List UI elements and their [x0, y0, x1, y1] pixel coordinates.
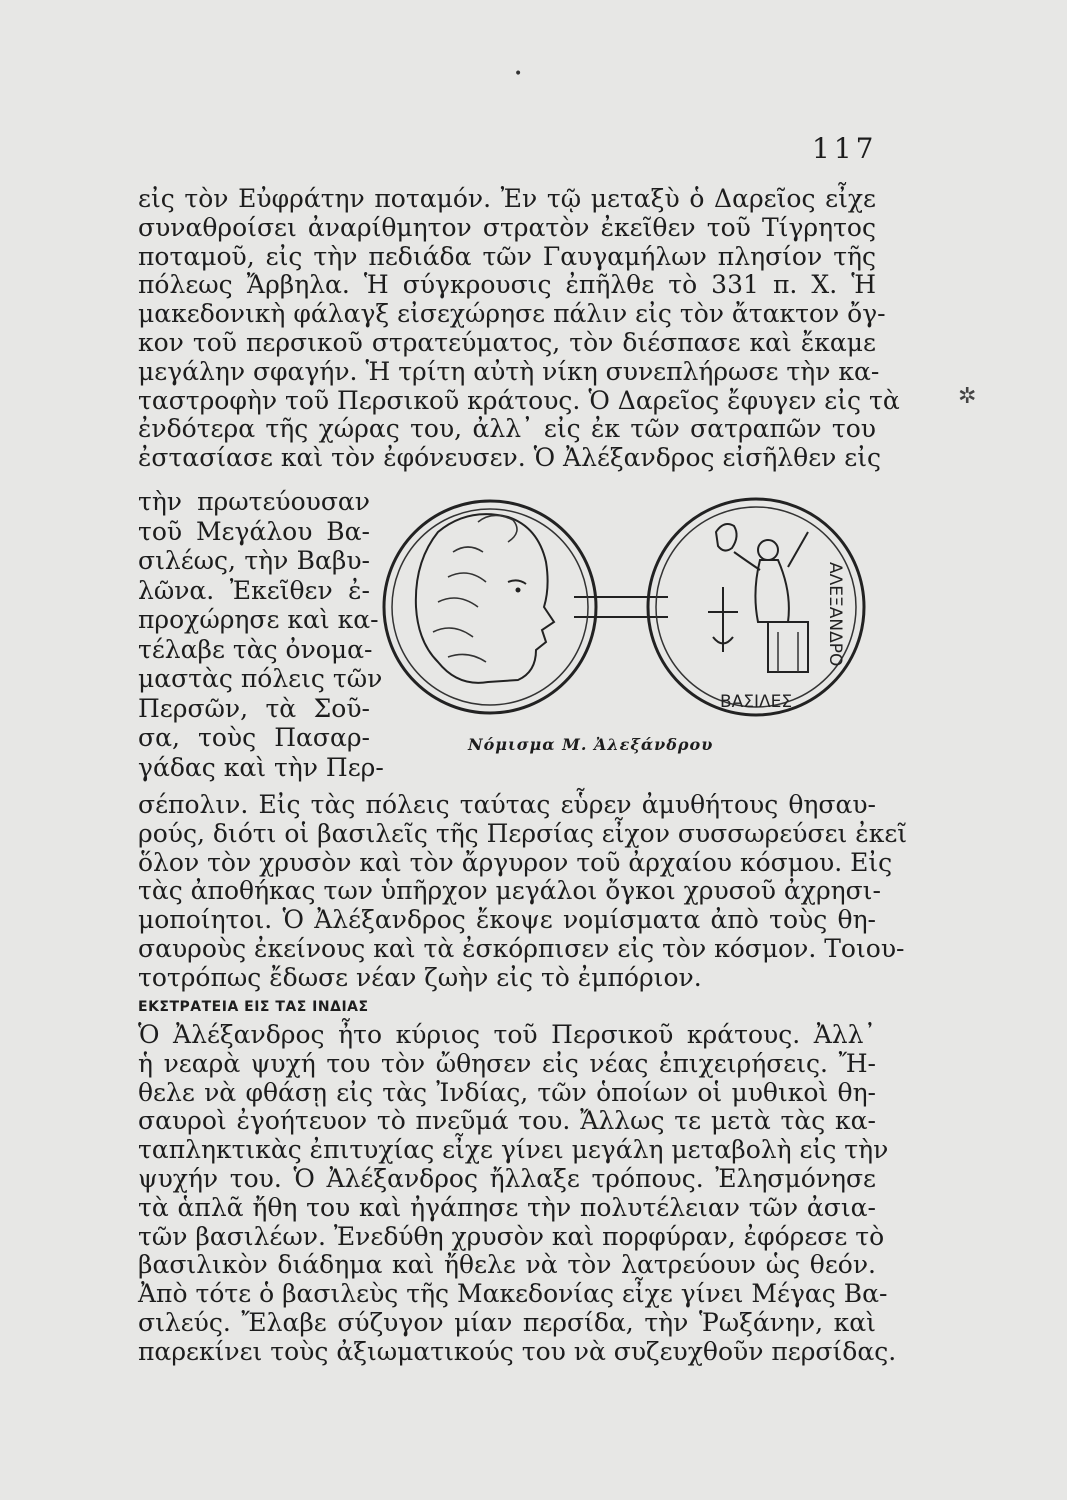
text-line: τὰς ἀποθήκας των ὑπῆρχον μεγάλοι ὄγκοι χρυσοῦ ἀχρησι-	[138, 876, 881, 906]
figure-caption: Νόμισμα Μ. Ἀλεξάνδρου	[468, 735, 714, 754]
text-line: ὅλον τὸν χρυσὸν καὶ τὸν ἄργυρον τοῦ ἀρχαίου κόσμου. Εἰς	[138, 847, 893, 877]
print-speck: ✲	[958, 384, 977, 409]
text-line: ἐστασίασε καὶ τὸν ἐφόνευσεν. Ὁ Ἀλέξανδρος εἰσῆλθεν εἰς	[138, 443, 882, 473]
coin-legend-bottom: ΒΑΣΙΛΕΣ	[720, 692, 793, 712]
text-line: θελε νὰ φθάσῃ εἰς τὰς Ἰνδίας, τῶν ὁποίων οἱ μυθικοὶ θη-	[138, 1077, 876, 1107]
text-line: σέπολιν. Εἰς τὰς πόλεις ταύτας εὗρεν ἀμυθήτους θησαυ-	[138, 790, 876, 819]
text-line: τέλαβε τὰς ὀνομα-	[138, 634, 373, 664]
text-line: προχώρησε καὶ κα-	[138, 605, 379, 634]
text-line: παρεκίνει τοὺς ἀξιωματικούς του νὰ συζευχθοῦν περσίδας.	[138, 1336, 897, 1366]
text-line: τὴν πρωτεύουσαν	[138, 487, 370, 516]
text-line: σιλέως, τὴν Βαβυ-	[138, 546, 370, 575]
section-heading: ΕΚΣΤΡΑΤΕΙΑ ΕΙΣ ΤΑΣ ΙΝΔΙΑΣ	[138, 999, 369, 1015]
text-line: τοτρόπως ἔδωσε νέαν ζωὴν εἰς τὸ ἐμπόριον.	[138, 962, 702, 992]
text-line: κον τοῦ περσικοῦ στρατεύματος, τὸν διέσπασε καὶ ἔκαμε	[138, 327, 876, 357]
text-line: σαυροὶ ἐγοήτευον τὸ πνεῦμά του. Ἄλλως τε μετὰ τὰς κα-	[138, 1106, 876, 1136]
text-line: ταπληκτικὰς ἐπιτυχίας εἶχε γίνει μεγάλη μεταβολὴ εἰς τὴν	[138, 1135, 889, 1165]
text-line: σαυροὺς ἐκείνους καὶ τὰ ἐσκόρπισεν εἰς τὸν κόσμον. Τοιου-	[138, 933, 905, 963]
coin-reverse	[648, 499, 864, 715]
text-line: πόλεως Ἄρβηλα. Ἡ σύγκρουσις ἐπῆλθε τὸ 331 π. Χ. Ἡ	[138, 270, 876, 300]
text-line: Ὁ Ἀλέξανδρος ἦτο κύριος τοῦ Περσικοῦ κράτους. Ἀλλ᾽	[138, 1020, 876, 1049]
coin-drawing	[368, 492, 870, 737]
coin-legend-side: ΑΛΕΞΑΝΔΡΟ	[825, 562, 845, 667]
text-line: σιλεύς. Ἔλαβε σύζυγον μίαν περσίδα, τὴν Ῥωξάνην, καὶ	[138, 1307, 876, 1337]
text-line: γάδας καὶ τὴν Περ-	[138, 752, 384, 782]
text-line: ἐνδότερα τῆς χώρας του, ἀλλ᾽ εἰς ἐκ τῶν σατραπῶν του	[138, 414, 876, 444]
text-line: τοῦ Μεγάλου Βα-	[138, 516, 370, 546]
text-line: βασιλικὸν διάδημα καὶ ἤθελε νὰ τὸν λατρεύουν ὡς θεόν.	[138, 1250, 876, 1280]
text-line: ψυχήν του. Ὁ Ἀλέξανδρος ἤλλαξε τρόπους. Ἐλησμόνησε	[138, 1163, 876, 1193]
wrapped-paragraph	[138, 487, 384, 782]
text-line: μακεδονικὴ φάλαγξ εἰσεχώρησε πάλιν εἰς τὸν ἄτακτον ὄγ-	[138, 299, 886, 329]
text-line: τῶν βασιλέων. Ἐνεδύθη χρυσὸν καὶ πορφύραν, ἐφόρεσε τὸ	[138, 1221, 885, 1251]
text-line: ἡ νεαρὰ ψυχή του τὸν ὤθησεν εἰς νέας ἐπιχειρήσεις. Ἤ-	[138, 1048, 876, 1078]
text-line: ταστροφὴν τοῦ Περσικοῦ κράτους. Ὁ Δαρεῖος ἔφυγεν εἰς τὰ	[138, 385, 900, 415]
paragraph-2	[138, 790, 908, 993]
text-line: εἰς τὸν Εὐφράτην ποταμόν. Ἐν τῷ μεταξὺ ὁ Δαρεῖος εἶχε	[138, 184, 876, 213]
print-speck: •	[514, 66, 523, 82]
text-line: μεγάλην σφαγήν. Ἡ τρίτη αὐτὴ νίκη συνεπλήρωσε τὴν κα-	[138, 356, 880, 386]
text-line: μαστὰς πόλεις τῶν	[138, 664, 383, 693]
text-line: σα, τοὺς Πασαρ-	[138, 723, 370, 752]
text-line: τὰ ἁπλᾶ ἤθη του καὶ ἠγάπησε τὴν πολυτέλειαν τῶν ἀσια-	[138, 1192, 876, 1222]
text-line: λῶνα. Ἐκεῖθεν ἐ-	[138, 575, 370, 605]
text-line: Περσῶν, τὰ Σοῦ-	[138, 693, 370, 723]
page-number: 117	[812, 132, 878, 165]
text-line: Ἀπὸ τότε ὁ βασιλεὺς τῆς Μακεδονίας εἶχε γίνει Μέγας Βα-	[138, 1279, 888, 1309]
text-line: ποταμοῦ, εἰς τὴν πεδιάδα τῶν Γαυγαμήλων πλησίον τῆς	[138, 241, 876, 271]
coin-obverse	[384, 501, 596, 713]
text-line: μοποίητοι. Ὁ Ἀλέξανδρος ἔκοψε νομίσματα ἀπὸ τοὺς θη-	[138, 905, 876, 935]
paragraph-1	[138, 184, 900, 473]
text-line: συναθροίσει ἀναρίθμητον στρατὸν ἐκεῖθεν τοῦ Τίγρητος	[138, 212, 876, 242]
paragraph-3	[138, 1020, 897, 1367]
text-line: ρούς, διότι οἱ βασιλεῖς τῆς Περσίας εἶχον συσσωρεύσει ἐκεῖ	[138, 818, 908, 848]
